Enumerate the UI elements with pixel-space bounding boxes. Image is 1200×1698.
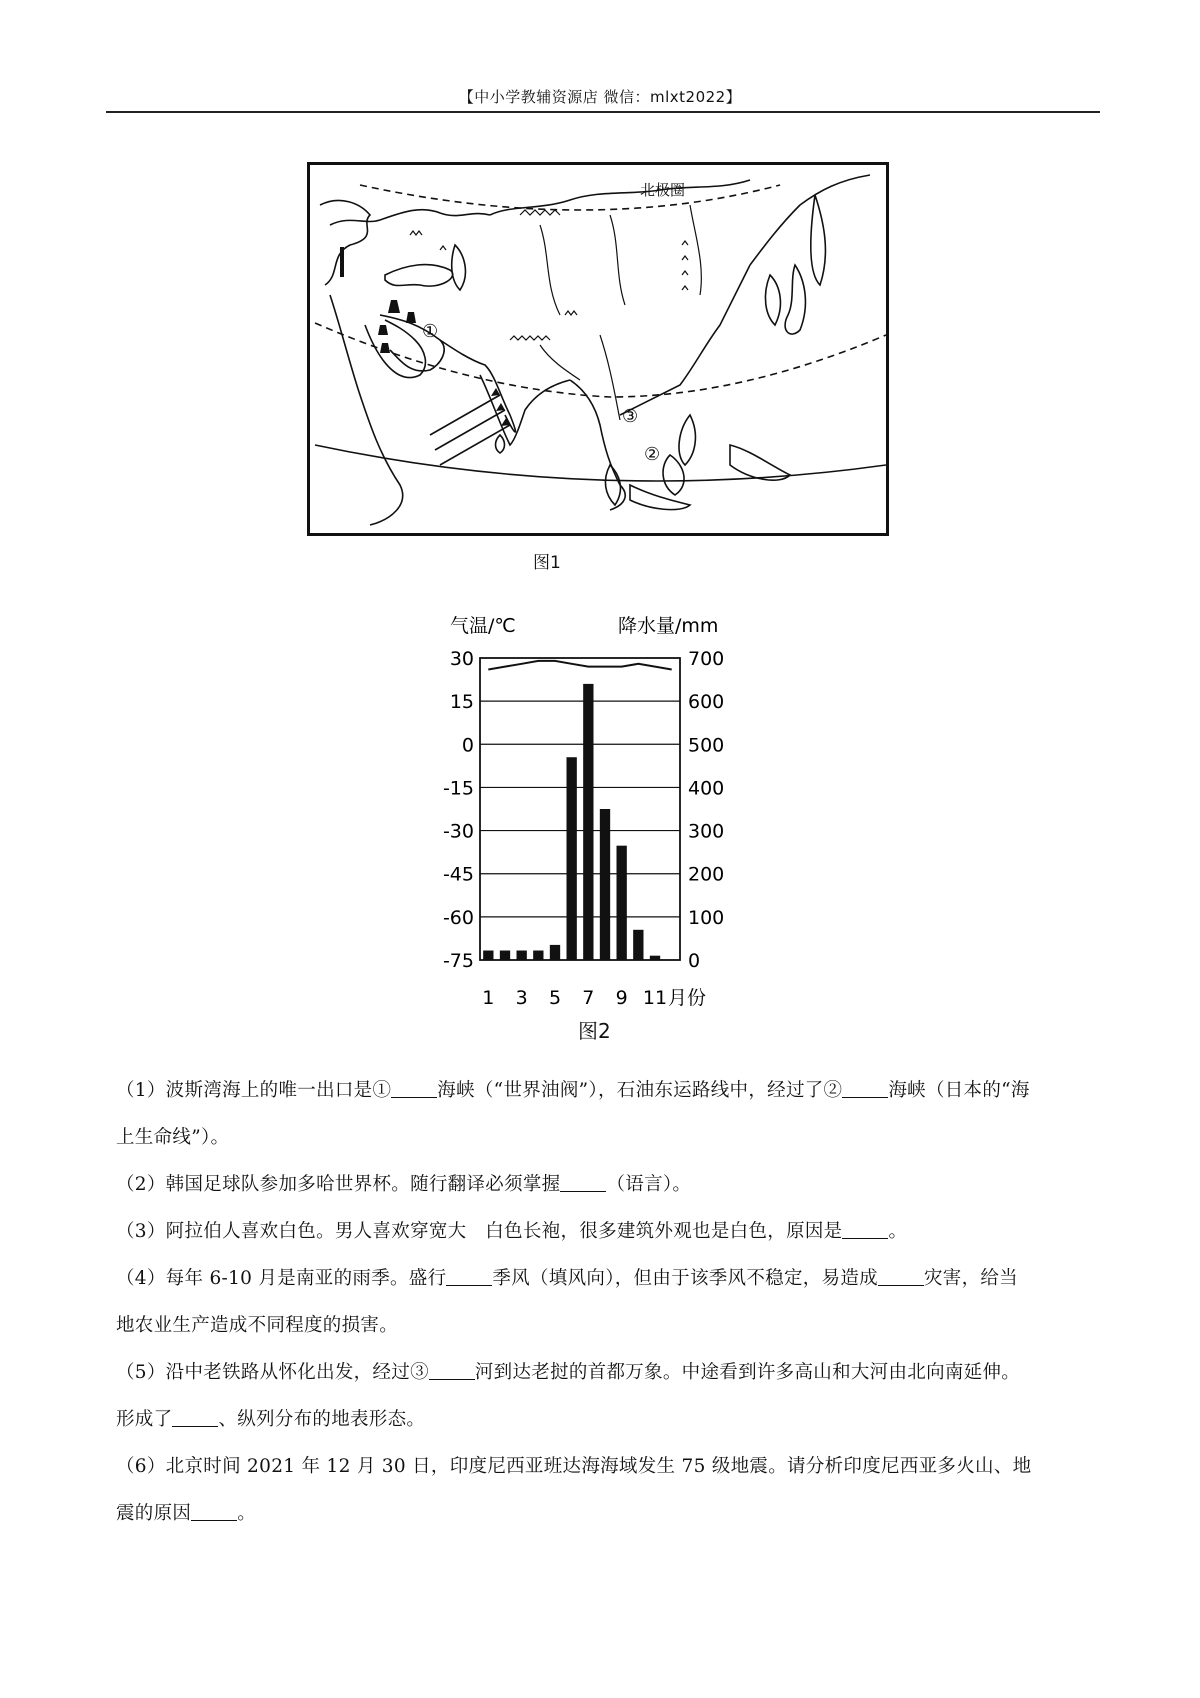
- answer-blank-1-1: [391, 1079, 437, 1099]
- arctic-coast: [490, 180, 750, 215]
- precipitation-bar: [550, 945, 560, 960]
- central-mountains: [565, 311, 577, 315]
- answer-blank-3: [842, 1220, 888, 1240]
- right-tick-label: 300: [688, 820, 725, 843]
- arctic-circle-line: [360, 185, 780, 210]
- borneo: [663, 455, 684, 495]
- question-4: （4）每年 6-10 月是南亚的雨季。盛行 季风（填风向），但由于该季风不稳定，易造成 灾害，给当 地农业生产造成不同程度的损害。: [116, 1268, 1018, 1336]
- answer-blank-2: [560, 1173, 606, 1193]
- asia-map-svg: [310, 165, 886, 533]
- precipitation-bar: [483, 951, 493, 960]
- west-bar: [340, 247, 344, 277]
- answer-blank-5-1: [429, 1361, 475, 1381]
- right-tick-label: 700: [688, 648, 725, 670]
- left-tick-label: -15: [442, 777, 474, 800]
- question-3: （3）阿拉伯人喜欢白色。男人喜欢穿宽大 白色长袍，很多建筑外观也是白色，原因是 。: [116, 1221, 908, 1242]
- ural-mountains: [520, 210, 560, 215]
- header-rule: [106, 111, 1100, 113]
- answer-blank-4-2: [878, 1267, 924, 1287]
- river-yenisei: [610, 215, 625, 305]
- new-guinea: [730, 445, 790, 480]
- precipitation-bar: [617, 846, 627, 960]
- page-header: 【中小学教辅资源店 微信：mlxt2022】: [458, 88, 742, 106]
- indochina-coast: [570, 380, 625, 510]
- figure1-map: [307, 162, 889, 536]
- precipitation-bar: [583, 684, 593, 960]
- river-lena: [690, 205, 701, 295]
- answer-blank-4-1: [446, 1267, 492, 1287]
- river-ob: [540, 225, 560, 315]
- answer-blank-5-2: [172, 1408, 218, 1428]
- left-tick-label: 30: [449, 648, 474, 670]
- figure1-caption: 图1: [533, 553, 561, 573]
- climate-chart: [440, 610, 780, 1050]
- x-tick-label: 11: [642, 987, 668, 1009]
- persian-coast: [440, 340, 515, 432]
- question-6: （6）北京时间 2021 年 12 月 30 日，印度尼西亚班达海海域发生 75 级地震。请分析印度尼西亚多火山、地 震的原因 。: [116, 1456, 1032, 1524]
- korea: [765, 275, 780, 325]
- right-axis-label: 降水量/mm: [618, 615, 719, 637]
- caucasus-mountains: [410, 231, 446, 250]
- left-tick-label: -30: [442, 820, 474, 843]
- monsoon-arrow-2: [435, 410, 505, 450]
- left-tick-label: -45: [442, 863, 474, 886]
- oil-symbol-2: [378, 325, 388, 335]
- east-mountains: [682, 241, 688, 290]
- precipitation-bar: [600, 809, 610, 960]
- sakhalin-kamchatka: [811, 195, 826, 285]
- right-tick-label: 100: [688, 906, 725, 929]
- europe-coast: [320, 200, 370, 285]
- question-5: （5）沿中老铁路从怀化出发，经过③ 河到达老挝的首都万象。中途看到许多高山和大河由北向南延伸。 形成了 、纵列分布的地表形态。: [116, 1362, 1021, 1430]
- answer-blank-1-2: [842, 1079, 888, 1099]
- right-tick-label: 500: [688, 734, 725, 757]
- river-mekong: [600, 335, 620, 420]
- japan: [785, 265, 805, 334]
- river-ganges: [540, 345, 580, 380]
- left-tick-label: -60: [442, 906, 474, 929]
- x-tick-label: 7: [582, 987, 595, 1009]
- x-tick-label: 1: [482, 987, 495, 1009]
- left-tick-label: 0: [461, 734, 474, 757]
- plot-frame: [480, 658, 680, 960]
- arctic-circle-label: 北极圈: [640, 181, 686, 199]
- precipitation-bar: [533, 951, 543, 960]
- caspian-sea: [452, 245, 466, 290]
- oil-symbol-1: [388, 300, 400, 313]
- monsoon-arrowhead-2: [496, 403, 505, 411]
- question-1: （1）波斯湾海上的唯一出口是① 海峡（“世界油阀”），石油东运路线中，经过了② 海峡（日本的“海 上生命线”）。: [116, 1080, 1030, 1148]
- sri-lanka: [496, 435, 505, 453]
- oil-symbol-4: [380, 343, 390, 353]
- question-2: （2）韩国足球队参加多哈世界杯。随行翻译必须掌握 （语言）。: [116, 1174, 692, 1195]
- river-marker-3: ③: [622, 406, 639, 427]
- black-sea: [385, 265, 453, 287]
- equator-line: [315, 445, 886, 481]
- precipitation-bar: [517, 951, 527, 960]
- answer-blank-6: [191, 1502, 237, 1522]
- x-tick-label: 5: [548, 987, 562, 1009]
- left-axis-label: 气温/℃: [450, 615, 516, 637]
- right-tick-label: 400: [688, 777, 725, 800]
- left-tick-label: 15: [449, 691, 474, 714]
- oil-symbol-3: [406, 312, 416, 323]
- strait-marker-1: ①: [422, 321, 439, 342]
- right-tick-label: 200: [688, 863, 725, 886]
- philippines: [679, 415, 695, 465]
- precipitation-bar: [567, 757, 577, 960]
- figure2-caption: 图2: [578, 1019, 611, 1043]
- right-tick-label: 0: [688, 950, 701, 972]
- temperature-curve: [488, 661, 671, 670]
- strait-marker-2: ②: [644, 444, 661, 465]
- x-tick-label: 3: [515, 987, 528, 1009]
- precipitation-bar: [633, 930, 643, 960]
- monsoon-arrow-3: [440, 425, 510, 465]
- red-sea-arabia: [365, 320, 425, 378]
- precipitation-bar: [500, 951, 510, 960]
- x-axis-label: 月份: [668, 987, 707, 1009]
- climate-chart-svg: [440, 610, 780, 1050]
- x-tick-label: 9: [615, 987, 628, 1009]
- himalaya-mountains: [510, 336, 550, 340]
- monsoon-arrow-1: [430, 395, 500, 435]
- china-coast: [620, 265, 750, 415]
- left-tick-label: -75: [442, 950, 474, 972]
- right-tick-label: 600: [688, 691, 725, 714]
- north-europe-coast: [330, 210, 490, 225]
